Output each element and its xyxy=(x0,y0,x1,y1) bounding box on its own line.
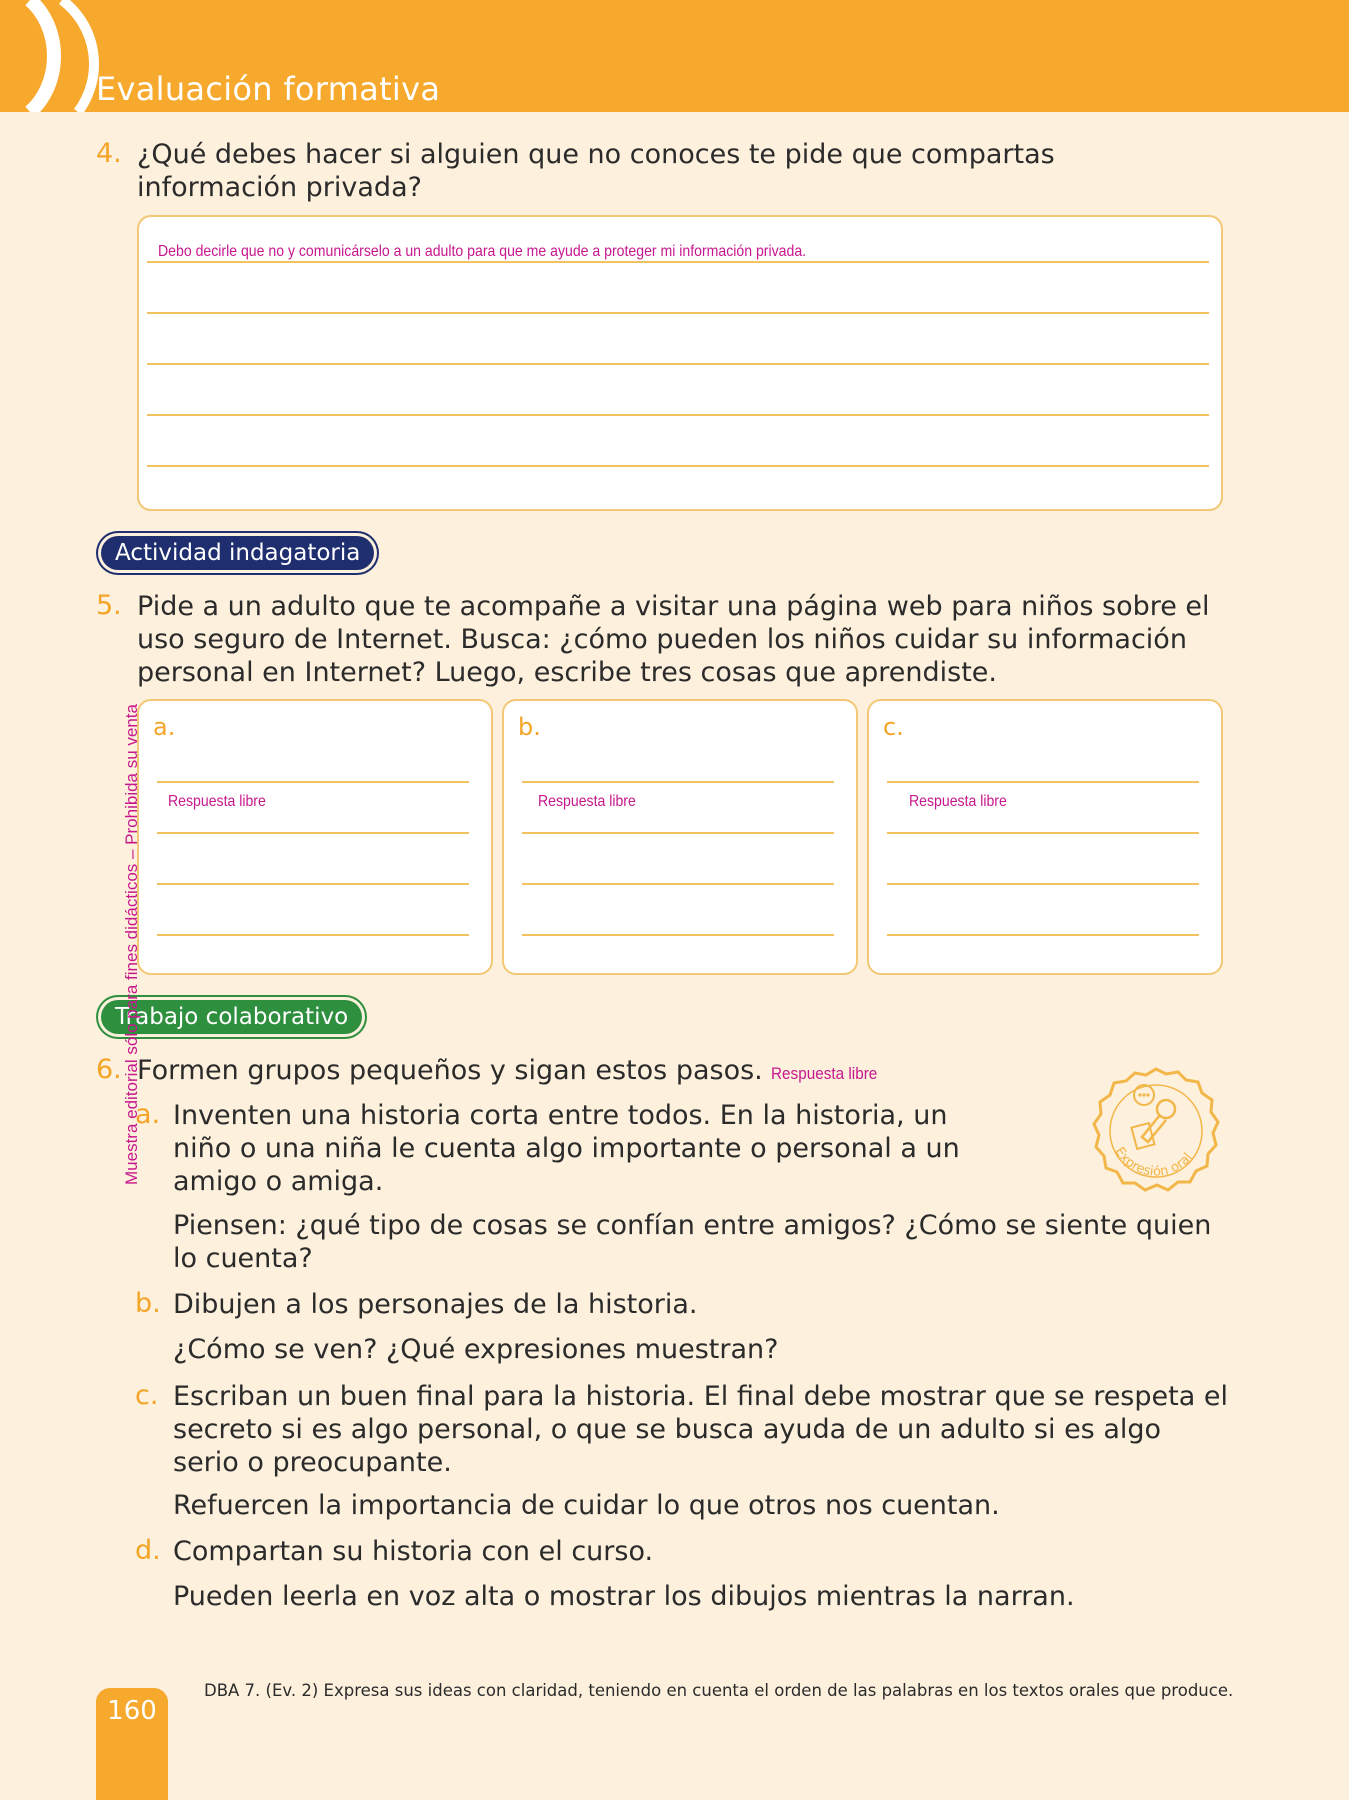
header-arc-decoration xyxy=(0,0,100,112)
header-banner xyxy=(0,0,1349,112)
item-letter: a. xyxy=(135,1099,161,1130)
answer-line xyxy=(157,781,469,783)
answer-line xyxy=(147,363,1209,365)
question-6-intro-text: Formen grupos pequeños y sigan estos pasos. xyxy=(137,1055,763,1086)
question-6-intro-note: Respuesta libre xyxy=(771,1064,878,1083)
question-4-answer-box[interactable] xyxy=(137,215,1223,511)
answer-line xyxy=(147,261,1209,263)
side-copyright-note: Muestra editorial sólo para fines didácticos – Prohibida su venta xyxy=(122,704,141,1185)
item-letter: c. xyxy=(135,1380,159,1411)
badge-label: Expresión oral xyxy=(1111,1144,1196,1180)
page-title: Evaluación formativa xyxy=(96,70,441,108)
answer-line xyxy=(157,934,469,936)
box-c-answer: Respuesta libre xyxy=(909,793,1007,810)
collab-label-pill: Trabajo colaborativo xyxy=(101,1000,362,1034)
answer-line xyxy=(522,781,834,783)
box-letter: a. xyxy=(153,713,176,741)
question-6-number: 6. xyxy=(96,1054,122,1085)
answer-line xyxy=(887,934,1199,936)
question-6-intro xyxy=(137,1054,1137,1090)
question-5-text: Pide a un adulto que te acompañe a visitar una página web para niños sobre el uso seguro de Internet. Busca: ¿cómo pueden los niños cuidar su información personal en Internet? Luego, escribe tres cosas que aprendiste. xyxy=(137,591,1210,688)
answer-line xyxy=(147,465,1209,467)
answer-line xyxy=(522,883,834,885)
item-d-text: Compartan su historia con el curso. xyxy=(173,1536,654,1567)
item-letter: d. xyxy=(135,1535,161,1566)
question-4-text: ¿Qué debes hacer si alguien que no conoces te pide que compartas información privada? xyxy=(137,139,1055,203)
item-c-sub: Refuercen la importancia de cuidar lo que otros nos cuentan. xyxy=(173,1490,1000,1521)
answer-line xyxy=(522,934,834,936)
answer-line xyxy=(147,312,1209,314)
item-b-text: Dibujen a los personajes de la historia. xyxy=(173,1289,698,1320)
question-5-number: 5. xyxy=(96,590,122,621)
box-letter: c. xyxy=(883,713,904,741)
item-a-text: Inventen una historia corta entre todos. En la historia, un niño o una niña le cuenta algo importante o personal a un amigo o amiga. xyxy=(173,1100,960,1197)
answer-line xyxy=(147,414,1209,416)
box-b-answer: Respuesta libre xyxy=(538,793,636,810)
answer-line xyxy=(887,832,1199,834)
item-a-sub: Piensen: ¿qué tipo de cosas se confían entre amigos? ¿Cómo se siente quien lo cuenta? xyxy=(173,1210,1212,1274)
question-5-box-b[interactable] xyxy=(502,699,858,975)
item-b-sub: ¿Cómo se ven? ¿Qué expresiones muestran? xyxy=(173,1334,779,1365)
oral-expression-badge xyxy=(1090,1065,1222,1197)
item-letter: b. xyxy=(135,1288,161,1319)
activity-label-pill: Actividad indagatoria xyxy=(101,536,374,570)
footnote-dba: DBA 7. (Ev. 2) Expresa sus ideas con claridad, teniendo en cuenta el orden de las palabras en los textos orales que produce. xyxy=(204,1681,1234,1700)
item-d-sub: Pueden leerla en voz alta o mostrar los dibujos mientras la narran. xyxy=(173,1581,1075,1612)
page-number: 160 xyxy=(107,1696,157,1726)
question-5-box-a[interactable] xyxy=(137,699,493,975)
box-letter: b. xyxy=(518,713,541,741)
question-5-box-c[interactable] xyxy=(867,699,1223,975)
answer-line xyxy=(887,883,1199,885)
question-4-answer: Debo decirle que no y comunicárselo a un adulto para que me ayude a proteger mi información privada. xyxy=(158,243,807,260)
question-4-number: 4. xyxy=(96,138,122,169)
answer-line xyxy=(887,781,1199,783)
item-c-text: Escriban un buen final para la historia. El final debe mostrar que se respeta el secreto si es algo personal, o que se busca ayuda de un adulto si es algo serio o preocupante. xyxy=(173,1381,1228,1478)
answer-line xyxy=(522,832,834,834)
page-number-tab xyxy=(96,1688,168,1800)
box-a-answer: Respuesta libre xyxy=(168,793,266,810)
answer-line xyxy=(157,883,469,885)
answer-line xyxy=(157,832,469,834)
